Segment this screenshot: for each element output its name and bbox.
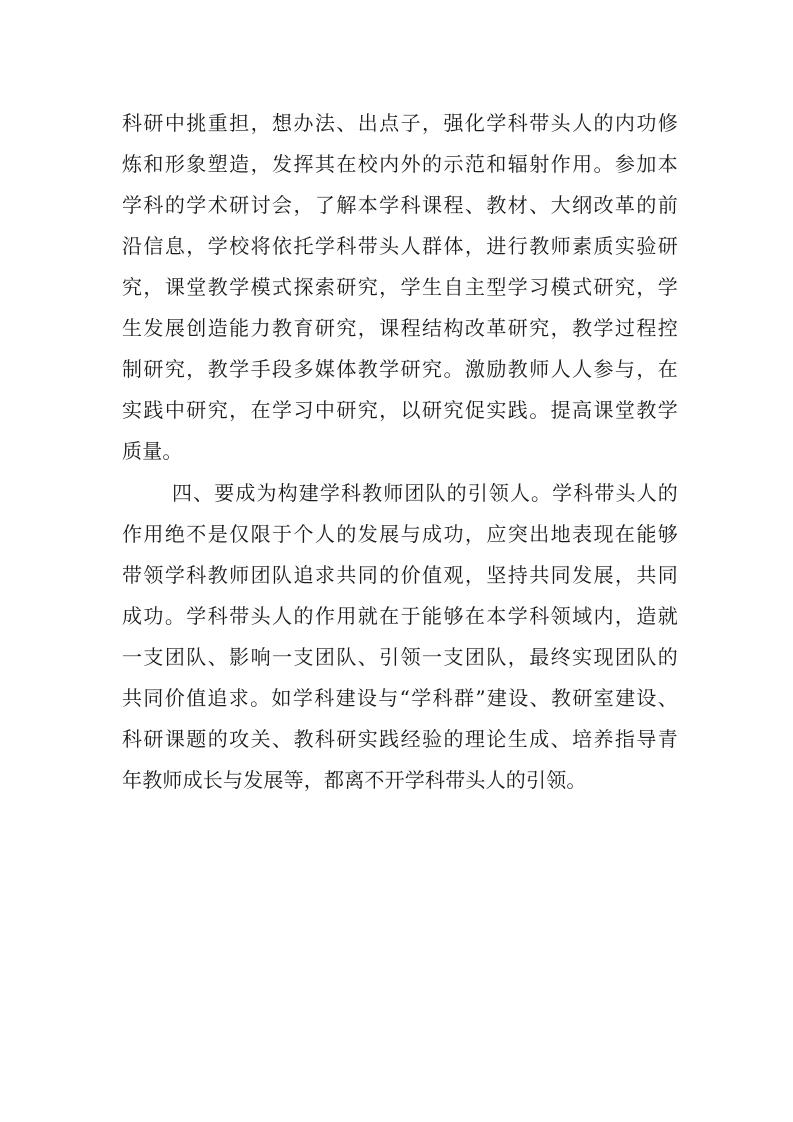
section-heading-line: 四、要成为构建学科教师团队的引领人。学科带头人的 <box>172 481 678 505</box>
text-line: 带领学科教师团队追求共同的价值观，坚持共同发展，共同 <box>122 563 678 587</box>
text-line: 炼和形象塑造，发挥其在校内外的示范和辐射作用。参加本 <box>122 152 678 176</box>
text-line: 质量。 <box>122 439 183 463</box>
text-line: 生发展创造能力教育研究，课程结构改革研究，教学过程控 <box>122 316 678 340</box>
text-line: 究，课堂教学模式探索研究，学生自主型学习模式研究，学 <box>122 275 678 299</box>
text-line: 一支团队、影响一支团队、引领一支团队，最终实现团队的 <box>122 645 678 669</box>
text-line: 科研课题的攻关、教科研实践经验的理论生成、培养指导青 <box>122 727 678 751</box>
text-line: 科研中挑重担，想办法、出点子，强化学科带头人的内功修 <box>122 111 678 135</box>
text-line: 制研究，教学手段多媒体教学研究。激励教师人人参与，在 <box>122 357 678 381</box>
paragraph-section-four <box>122 473 678 801</box>
text-line: 年教师成长与发展等，都离不开学科带头人的引领。 <box>122 768 587 792</box>
paragraph-research <box>122 103 678 472</box>
text-line: 学科的学术研讨会，了解本学科课程、教材、大纲改革的前 <box>122 193 678 217</box>
text-line: 实践中研究，在学习中研究，以研究促实践。提高课堂教学 <box>122 398 678 422</box>
text-line: 成功。学科带头人的作用就在于能够在本学科领域内，造就 <box>122 604 678 628</box>
text-line: 作用绝不是仅限于个人的发展与成功，应突出地表现在能够 <box>122 522 678 546</box>
text-line: 共同价值追求。如学科建设与“学科群”建设、教研室建设、 <box>122 686 678 710</box>
text-line: 沿信息，学校将依托学科带头人群体，进行教师素质实验研 <box>122 234 678 258</box>
